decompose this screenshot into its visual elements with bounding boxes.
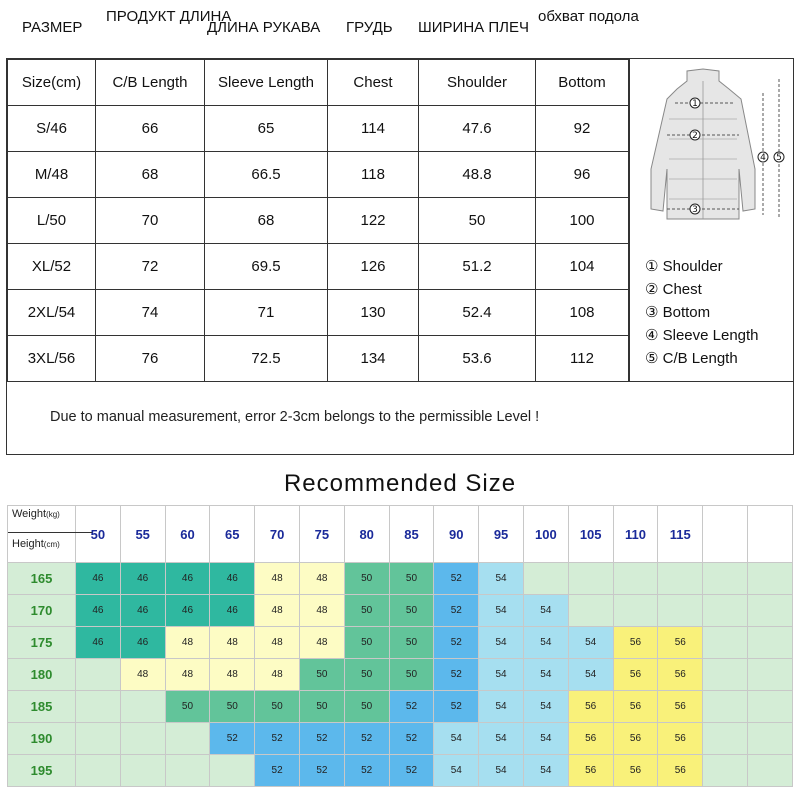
size-cell: 48 [210,659,255,691]
weight-header-cell: 65 [210,506,255,563]
size-cell: 52 [344,755,389,787]
diagram-divider [629,59,630,381]
size-cell: 52 [389,723,434,755]
size-cell: 48 [255,563,300,595]
size-cell: 48 [299,595,344,627]
ru-header-bottom: обхват подола [538,8,639,25]
cell-shoulder: 47.6 [419,106,536,152]
cell-shoulder: 53.6 [419,336,536,382]
recommended-size-table [7,505,793,787]
size-cell: 52 [389,755,434,787]
cell-size: XL/52 [8,244,96,290]
legend-item: ② Chest [645,281,702,298]
cell-cb-length: 76 [96,336,205,382]
table-row [8,563,793,595]
cell-bottom: 112 [536,336,629,382]
cell-chest: 114 [328,106,419,152]
cell-size: S/46 [8,106,96,152]
recommended-size-title: Recommended Size [283,470,517,497]
size-cell: 50 [255,691,300,723]
height-label [12,538,60,550]
size-cell: 48 [210,627,255,659]
ru-header-shoulder: ШИРИНА ПЛЕЧ [418,19,529,36]
size-cell: 46 [165,563,210,595]
size-cell [747,595,792,627]
height-header-cell: 195 [8,755,76,787]
size-cell: 48 [299,563,344,595]
cell-size: L/50 [8,198,96,244]
size-cell: 48 [255,627,300,659]
diagram-label-4: 4 [760,153,766,163]
header-sleeve-length: Sleeve Length [205,60,328,106]
size-cell: 50 [344,691,389,723]
size-cell [613,595,658,627]
size-cell: 54 [479,659,524,691]
size-cell [613,563,658,595]
legend-item: ④ Sleeve Length [645,327,759,344]
size-cell: 50 [389,563,434,595]
size-cell [165,723,210,755]
size-cell: 54 [568,659,613,691]
weight-header-cell: 60 [165,506,210,563]
size-cell: 46 [120,563,165,595]
cell-cb-length: 74 [96,290,205,336]
size-cell: 50 [344,595,389,627]
weight-header-cell: 90 [434,506,479,563]
size-cell: 54 [523,627,568,659]
cell-sleeve-length: 72.5 [205,336,328,382]
size-cell [568,563,613,595]
cell-cb-length: 72 [96,244,205,290]
size-cell: 50 [299,691,344,723]
size-cell: 46 [210,595,255,627]
cell-sleeve-length: 65 [205,106,328,152]
table-row [8,290,629,336]
cell-chest: 130 [328,290,419,336]
height-header-cell: 180 [8,659,76,691]
measurement-legend [645,255,759,370]
size-cell: 48 [165,659,210,691]
cell-cb-length: 66 [96,106,205,152]
header-bottom: Bottom [536,60,629,106]
size-cell: 50 [210,691,255,723]
size-cell [747,723,792,755]
size-cell: 50 [389,627,434,659]
table-row [8,106,629,152]
size-cell: 52 [299,755,344,787]
diagram-label-1: 1 [692,99,698,109]
size-cell: 56 [658,691,703,723]
size-cell: 54 [523,659,568,691]
weight-header-cell: 80 [344,506,389,563]
size-cell: 50 [299,659,344,691]
size-cell: 48 [120,659,165,691]
height-label-text: Height [12,538,44,550]
size-cell [703,723,748,755]
size-cell: 56 [658,659,703,691]
weight-header-cell: 75 [299,506,344,563]
size-cell: 50 [389,595,434,627]
size-cell: 54 [523,595,568,627]
header-chest: Chest [328,60,419,106]
size-cell: 56 [568,755,613,787]
size-cell [165,755,210,787]
size-cell: 54 [479,595,524,627]
size-cell: 52 [299,723,344,755]
height-header-cell: 190 [8,723,76,755]
size-cell: 52 [210,723,255,755]
diagram-label-5: 5 [776,153,782,163]
table-row [8,244,629,290]
size-cell: 54 [523,691,568,723]
size-cell [747,627,792,659]
ru-header-size: РАЗМЕР [22,19,83,36]
size-cell: 52 [434,563,479,595]
size-cell: 54 [479,723,524,755]
size-cell: 46 [76,563,121,595]
size-cell [703,595,748,627]
table-row [8,152,629,198]
cell-bottom: 104 [536,244,629,290]
weight-header-cell: 70 [255,506,300,563]
weight-header-cell [747,506,792,563]
table-row [8,595,793,627]
size-cell: 46 [76,627,121,659]
size-cell: 54 [479,627,524,659]
corner-divider [8,532,92,533]
header-size: Size(cm) [8,60,96,106]
size-cell [76,659,121,691]
height-header-cell: 165 [8,563,76,595]
cell-shoulder: 50 [419,198,536,244]
size-cell: 54 [479,755,524,787]
ru-header-sleeve: ДЛИНА РУКАВА [207,19,321,36]
weight-header-cell: 85 [389,506,434,563]
size-cell: 46 [76,595,121,627]
size-cell: 54 [568,627,613,659]
size-cell [76,755,121,787]
size-cell: 56 [658,723,703,755]
size-cell: 50 [344,659,389,691]
size-cell: 52 [389,691,434,723]
size-cell: 46 [120,595,165,627]
header-cb-length: C/B Length [96,60,205,106]
size-cell: 46 [210,563,255,595]
size-chart-box [6,58,794,455]
table-row [8,198,629,244]
size-cell [747,755,792,787]
size-cell [703,691,748,723]
size-cell: 50 [165,691,210,723]
weight-header-cell: 55 [120,506,165,563]
size-cell: 56 [568,723,613,755]
cell-sleeve-length: 66.5 [205,152,328,198]
size-table [7,59,629,382]
size-cell: 52 [255,723,300,755]
size-cell: 56 [568,691,613,723]
size-cell: 48 [165,627,210,659]
table-row [8,723,793,755]
size-cell: 54 [479,691,524,723]
size-cell: 54 [523,755,568,787]
size-cell: 56 [658,627,703,659]
size-cell: 50 [344,563,389,595]
cell-chest: 126 [328,244,419,290]
size-cell [76,723,121,755]
jacket-diagram [629,59,793,381]
size-cell: 50 [389,659,434,691]
weight-header-cell: 110 [613,506,658,563]
size-cell: 48 [255,595,300,627]
legend-item: ⑤ C/B Length [645,350,738,367]
weight-header-cell [703,506,748,563]
size-cell: 48 [255,659,300,691]
size-cell: 48 [299,627,344,659]
cell-chest: 122 [328,198,419,244]
size-cell [747,563,792,595]
cell-bottom: 108 [536,290,629,336]
size-cell: 56 [613,659,658,691]
diagram-label-3: 3 [692,205,698,215]
size-cell [703,627,748,659]
size-cell: 52 [434,627,479,659]
size-cell [210,755,255,787]
cell-cb-length: 68 [96,152,205,198]
table-row [8,336,629,382]
cell-bottom: 92 [536,106,629,152]
cell-bottom: 100 [536,198,629,244]
weight-unit: (kg) [46,510,60,519]
ru-header-length: ПРОДУКТ ДЛИНА [106,8,232,25]
size-cell: 56 [613,755,658,787]
size-cell [658,563,703,595]
weight-header-cell: 115 [658,506,703,563]
ru-header-chest: ГРУДЬ [346,19,393,36]
size-cell: 56 [613,691,658,723]
corner-cell [8,506,76,563]
cell-size: 3XL/56 [8,336,96,382]
cell-bottom: 96 [536,152,629,198]
size-cell [747,691,792,723]
diagram-label-2: 2 [692,131,698,141]
size-cell: 56 [613,627,658,659]
size-cell: 54 [523,723,568,755]
size-cell [120,691,165,723]
height-unit: (cm) [43,540,60,549]
size-cell: 56 [613,723,658,755]
height-header-cell: 185 [8,691,76,723]
cell-chest: 118 [328,152,419,198]
header-shoulder: Shoulder [419,60,536,106]
size-cell [703,755,748,787]
size-cell: 52 [434,691,479,723]
size-cell [703,563,748,595]
size-cell: 54 [434,723,479,755]
size-cell: 46 [165,595,210,627]
cell-sleeve-length: 68 [205,198,328,244]
size-cell [658,595,703,627]
size-cell [568,595,613,627]
weight-header-cell: 100 [523,506,568,563]
size-cell [703,659,748,691]
size-cell: 56 [658,755,703,787]
weight-header-cell: 95 [479,506,524,563]
size-cell: 52 [344,723,389,755]
size-cell [120,755,165,787]
cell-shoulder: 48.8 [419,152,536,198]
table-row [8,659,793,691]
height-header-cell: 175 [8,627,76,659]
size-cell [523,563,568,595]
table-row [8,627,793,659]
size-table-header-row [8,60,629,106]
size-cell [76,691,121,723]
cell-shoulder: 52.4 [419,290,536,336]
weight-label [12,508,60,520]
weight-header-cell: 50 [76,506,121,563]
cell-sleeve-length: 71 [205,290,328,336]
size-cell: 46 [120,627,165,659]
size-cell [120,723,165,755]
legend-item: ① Shoulder [645,258,723,275]
cell-cb-length: 70 [96,198,205,244]
size-cell: 54 [479,563,524,595]
table-row [8,755,793,787]
russian-header-row [0,0,800,50]
measurement-note: Due to manual measurement, error 2-3cm belongs to the permissible Level ! [50,409,540,425]
cell-shoulder: 51.2 [419,244,536,290]
size-cell: 52 [255,755,300,787]
cell-size: M/48 [8,152,96,198]
table-row [8,691,793,723]
cell-sleeve-length: 69.5 [205,244,328,290]
size-cell: 52 [434,659,479,691]
legend-item: ③ Bottom [645,304,711,321]
jacket-illustration [629,59,793,239]
weight-label-text: Weight [12,508,47,520]
size-cell: 50 [344,627,389,659]
note-divider [7,381,793,382]
cell-chest: 134 [328,336,419,382]
cell-size: 2XL/54 [8,290,96,336]
weight-header-row [8,506,793,563]
height-header-cell: 170 [8,595,76,627]
weight-header-cell: 105 [568,506,613,563]
size-cell: 54 [434,755,479,787]
size-cell: 52 [434,595,479,627]
size-cell [747,659,792,691]
